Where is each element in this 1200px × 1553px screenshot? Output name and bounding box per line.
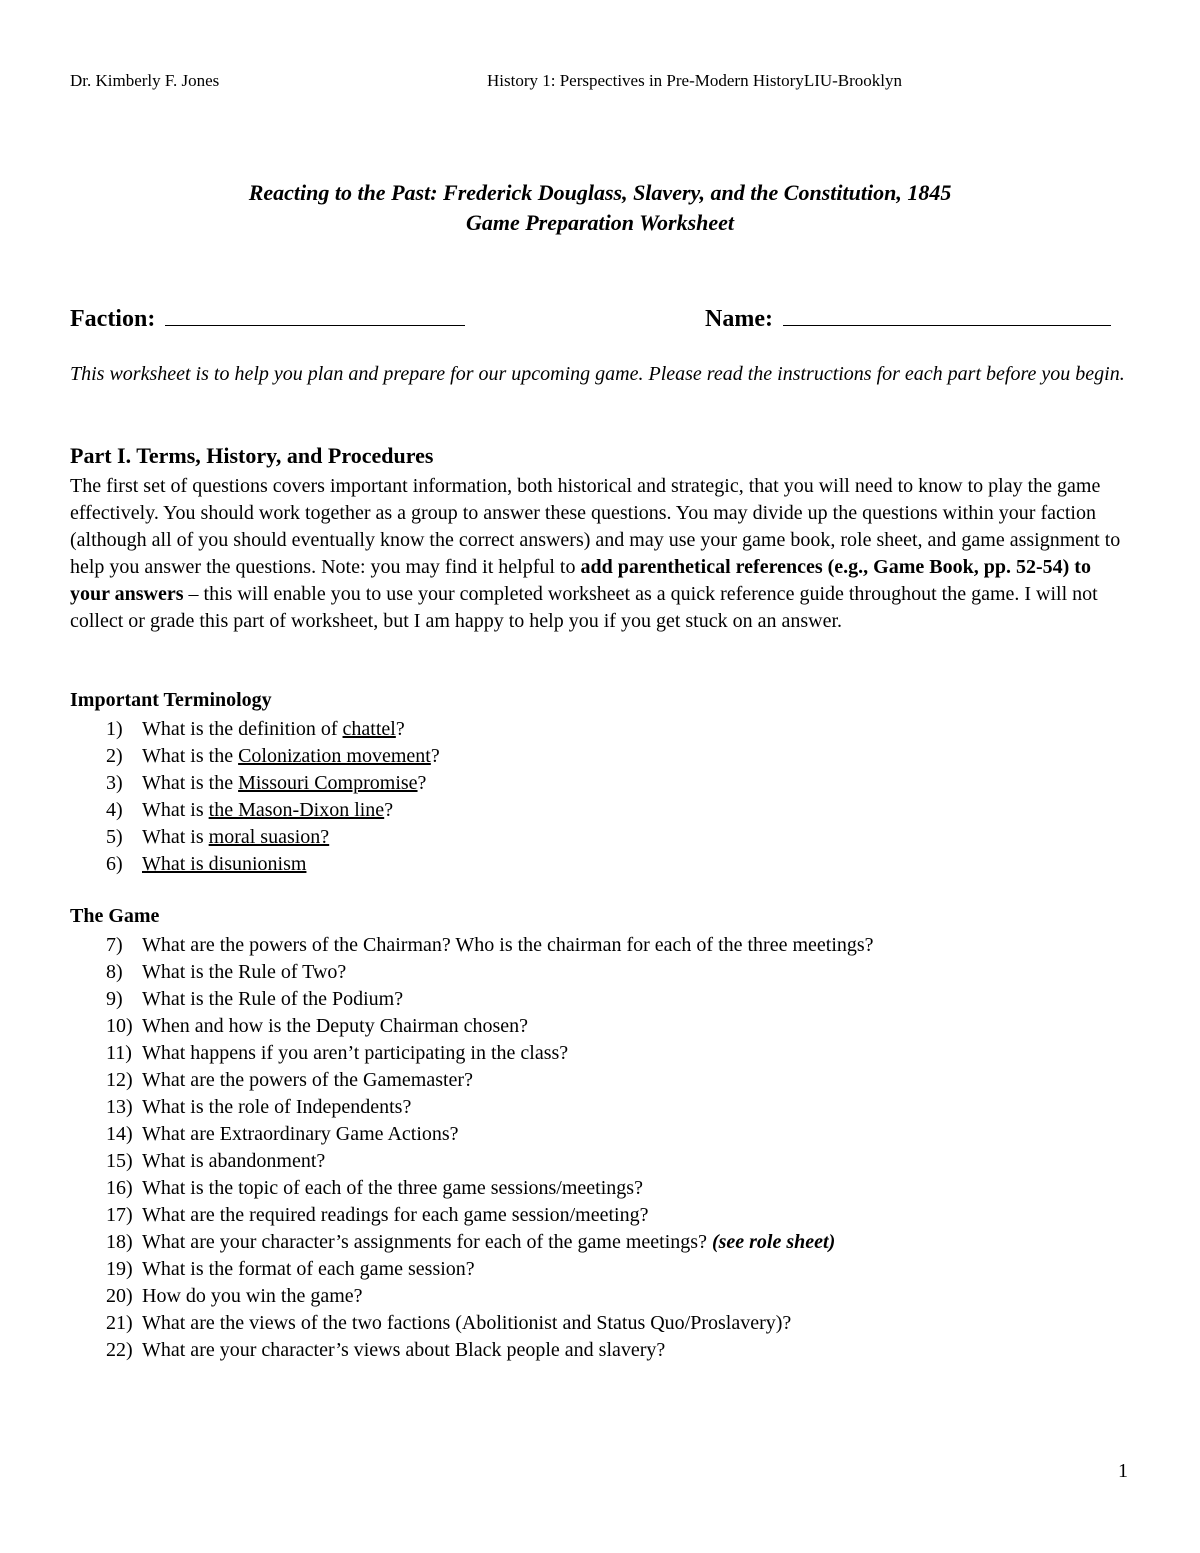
terminology-heading: Important Terminology xyxy=(70,689,272,711)
list-item: 11) What happens if you aren’t participating in the class? xyxy=(106,1042,569,1064)
list-item: 8) What is the Rule of Two? xyxy=(106,961,347,983)
list-item: 5) What is moral suasion? xyxy=(106,826,330,848)
list-item: 7) What are the powers of the Chairman? Who is the chairman for each of the three meetings? xyxy=(106,934,874,956)
list-item: 20) How do you win the game? xyxy=(106,1285,363,1307)
part1-body-bold: add parenthetical references (e.g., Game Book, pp. 52-54) to your answers xyxy=(70,556,1091,605)
role-sheet-note: (see role sheet) xyxy=(711,1231,836,1253)
list-item: 13) What is the role of Independents? xyxy=(106,1096,412,1118)
list-item: 2) What is the Colonization movement? xyxy=(106,745,440,767)
list-item: 6) What is disunionism xyxy=(106,853,307,875)
list-item: 15) What is abandonment? xyxy=(106,1150,326,1172)
document-subtitle: Game Preparation Worksheet xyxy=(465,210,735,235)
list-item: 9) What is the Rule of the Podium? xyxy=(106,988,404,1010)
header-course: History 1: Perspectives in Pre-Modern HistoryLIU-Brooklyn xyxy=(487,71,903,90)
faction-field xyxy=(70,303,465,333)
game-heading: The Game xyxy=(70,905,160,927)
list-item: 19) What is the format of each game session? xyxy=(106,1258,475,1280)
intro-text: This worksheet is to help you plan and prepare for our upcoming game. Please read the instructions for each part before you begin. xyxy=(70,363,1125,385)
list-item: 17) What are the required readings for each game session/meeting? xyxy=(106,1204,649,1226)
document-title: Reacting to the Past: Frederick Douglass, Slavery, and the Constitution, 1845 xyxy=(248,180,952,205)
part1-body xyxy=(70,473,1135,635)
name-field xyxy=(705,303,1111,333)
list-item: 18) What are your character’s assignments for each of the game meetings? (see role sheet) xyxy=(106,1231,836,1253)
page-number: 1 xyxy=(1118,1460,1128,1482)
list-item: 10) When and how is the Deputy Chairman chosen? xyxy=(106,1015,529,1037)
list-item: 22) What are your character’s views about Black people and slavery? xyxy=(106,1339,666,1361)
header-author: Dr. Kimberly F. Jones xyxy=(70,71,220,90)
name-blank-line xyxy=(783,303,1111,326)
faction-label: Faction: xyxy=(70,306,156,332)
list-item: 1) What is the definition of chattel? xyxy=(106,718,405,740)
part1-body-pre: The first set of questions covers important information, both historical and strategic, that you will need to know to play the game effectively. You should work together as a group to answer these questions. You may divide up the questions within your faction (although all of you should eventually know the correct answers) and may use your game book, role sheet, and game assignment to help you answer the questions. Note: you may find it helpful to xyxy=(70,475,1121,578)
list-item: 12) What are the powers of the Gamemaster? xyxy=(106,1069,473,1091)
list-item: 16) What is the topic of each of the three game sessions/meetings? xyxy=(106,1177,643,1199)
part1-heading: Part I. Terms, History, and Procedures xyxy=(70,443,434,468)
list-item: 4) What is the Mason-Dixon line? xyxy=(106,799,394,821)
list-item: 3) What is the Missouri Compromise? xyxy=(106,772,427,794)
faction-blank-line xyxy=(165,303,465,326)
list-item: 14) What are Extraordinary Game Actions? xyxy=(106,1123,459,1145)
list-item: 21) What are the views of the two factions (Abolitionist and Status Quo/Proslavery)? xyxy=(106,1312,792,1334)
name-label: Name: xyxy=(705,306,773,332)
part1-body-post: – this will enable you to use your completed worksheet as a quick reference guide throughout the game. I will not collect or grade this part of worksheet, but I am happy to help you if you get stuck on an answer. xyxy=(70,583,1098,632)
